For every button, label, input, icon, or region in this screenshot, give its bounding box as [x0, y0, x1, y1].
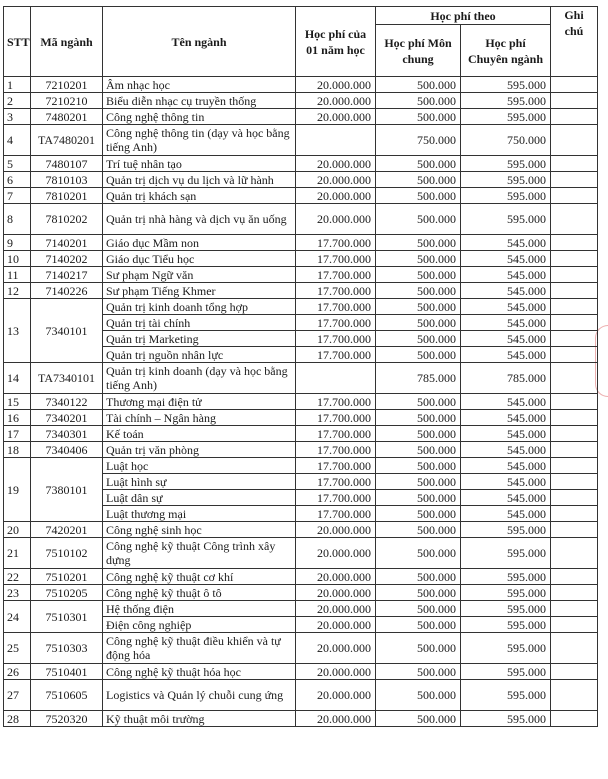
- cell-ghi-chu: [551, 347, 598, 363]
- cell-chuyen-nganh: 595.000: [461, 204, 551, 235]
- cell-stt: 10: [4, 251, 31, 267]
- cell-chuyen-nganh: 545.000: [461, 442, 551, 458]
- cell-ma-nganh: 7510605: [31, 680, 103, 711]
- cell-chuyen-nganh: 595.000: [461, 538, 551, 569]
- table-row: [4, 442, 598, 458]
- cell-ma-nganh: TA7340101: [31, 363, 103, 394]
- cell-mon-chung: 500.000: [376, 331, 461, 347]
- table-row: [4, 299, 598, 315]
- cell-ma-nganh: 7140217: [31, 267, 103, 283]
- cell-ten-nganh: Quản trị kinh doanh (dạy và học bằng tiếng Anh): [103, 363, 296, 394]
- cell-chuyen-nganh: 545.000: [461, 315, 551, 331]
- cell-ten-nganh: Công nghệ kỹ thuật hóa học: [103, 664, 296, 680]
- cell-hoc-phi-nam: 17.700.000: [296, 394, 376, 410]
- cell-mon-chung: 500.000: [376, 538, 461, 569]
- cell-ten-nganh: Công nghệ thông tin: [103, 109, 296, 125]
- cell-chuyen-nganh: 595.000: [461, 172, 551, 188]
- cell-hoc-phi-nam: 20.000.000: [296, 664, 376, 680]
- cell-hoc-phi-nam: 17.700.000: [296, 347, 376, 363]
- cell-mon-chung: 500.000: [376, 172, 461, 188]
- table-row: [4, 394, 598, 410]
- cell-ghi-chu: [551, 426, 598, 442]
- cell-ma-nganh: 7510102: [31, 538, 103, 569]
- cell-chuyen-nganh: 595.000: [461, 156, 551, 172]
- cell-ghi-chu: [551, 522, 598, 538]
- cell-ma-nganh: 7340122: [31, 394, 103, 410]
- cell-hoc-phi-nam: 17.700.000: [296, 283, 376, 299]
- cell-ghi-chu: [551, 109, 598, 125]
- cell-chuyen-nganh: 595.000: [461, 680, 551, 711]
- cell-ma-nganh: 7810201: [31, 188, 103, 204]
- cell-mon-chung: 500.000: [376, 204, 461, 235]
- cell-ten-nganh: Tài chính – Ngân hàng: [103, 410, 296, 426]
- cell-ghi-chu: [551, 664, 598, 680]
- cell-ten-nganh: Luật hình sự: [103, 474, 296, 490]
- cell-mon-chung: 500.000: [376, 490, 461, 506]
- cell-ten-nganh: Điện công nghiệp: [103, 617, 296, 633]
- cell-mon-chung: 500.000: [376, 188, 461, 204]
- cell-stt: 13: [4, 299, 31, 363]
- table-row: [4, 633, 598, 664]
- cell-stt: 24: [4, 601, 31, 633]
- cell-ghi-chu: [551, 93, 598, 109]
- col-ten-nganh: Tên ngành: [103, 7, 296, 77]
- cell-mon-chung: 500.000: [376, 315, 461, 331]
- tuition-table: [3, 6, 598, 727]
- cell-mon-chung: 500.000: [376, 680, 461, 711]
- cell-hoc-phi-nam: 20.000.000: [296, 538, 376, 569]
- table-row: [4, 156, 598, 172]
- cell-chuyen-nganh: 750.000: [461, 125, 551, 156]
- cell-ghi-chu: [551, 125, 598, 156]
- cell-chuyen-nganh: 545.000: [461, 283, 551, 299]
- cell-ghi-chu: [551, 315, 598, 331]
- cell-stt: 9: [4, 235, 31, 251]
- cell-mon-chung: 500.000: [376, 93, 461, 109]
- cell-mon-chung: 500.000: [376, 506, 461, 522]
- cell-chuyen-nganh: 595.000: [461, 633, 551, 664]
- cell-ten-nganh: Công nghệ thông tin (dạy và học bằng tiếng Anh): [103, 125, 296, 156]
- table-row: [4, 125, 598, 156]
- cell-stt: 11: [4, 267, 31, 283]
- cell-mon-chung: 500.000: [376, 458, 461, 474]
- cell-stt: 28: [4, 711, 31, 727]
- cell-mon-chung: 500.000: [376, 474, 461, 490]
- cell-hoc-phi-nam: 20.000.000: [296, 522, 376, 538]
- cell-hoc-phi-nam: 20.000.000: [296, 569, 376, 585]
- cell-stt: 17: [4, 426, 31, 442]
- cell-stt: 15: [4, 394, 31, 410]
- cell-ten-nganh: Quản trị kinh doanh tổng hợp: [103, 299, 296, 315]
- cell-chuyen-nganh: 545.000: [461, 394, 551, 410]
- col-hoc-phi-nam: Học phí của 01 năm học: [296, 7, 376, 77]
- cell-chuyen-nganh: 545.000: [461, 267, 551, 283]
- cell-ma-nganh: 7480107: [31, 156, 103, 172]
- cell-ma-nganh: 7340406: [31, 442, 103, 458]
- cell-ghi-chu: [551, 490, 598, 506]
- cell-hoc-phi-nam: 20.000.000: [296, 93, 376, 109]
- cell-mon-chung: 500.000: [376, 109, 461, 125]
- col-ghi-chu: Ghi chú: [551, 7, 598, 77]
- cell-ghi-chu: [551, 331, 598, 347]
- cell-chuyen-nganh: 545.000: [461, 251, 551, 267]
- table-row: [4, 569, 598, 585]
- cell-chuyen-nganh: 545.000: [461, 347, 551, 363]
- cell-chuyen-nganh: 595.000: [461, 188, 551, 204]
- cell-stt: 25: [4, 633, 31, 664]
- cell-ten-nganh: Quản trị văn phòng: [103, 442, 296, 458]
- cell-stt: 26: [4, 664, 31, 680]
- cell-ten-nganh: Trí tuệ nhân tạo: [103, 156, 296, 172]
- cell-ma-nganh: 7340101: [31, 299, 103, 363]
- cell-ten-nganh: Công nghệ kỹ thuật điều khiển và tự động hóa: [103, 633, 296, 664]
- cell-mon-chung: 500.000: [376, 426, 461, 442]
- cell-hoc-phi-nam: 17.700.000: [296, 458, 376, 474]
- cell-mon-chung: 500.000: [376, 156, 461, 172]
- cell-mon-chung: 500.000: [376, 394, 461, 410]
- cell-ma-nganh: 7810202: [31, 204, 103, 235]
- table-row: [4, 283, 598, 299]
- cell-ma-nganh: 7140226: [31, 283, 103, 299]
- cell-ma-nganh: 7510301: [31, 601, 103, 633]
- cell-stt: 20: [4, 522, 31, 538]
- col-ma-nganh: Mã ngành: [31, 7, 103, 77]
- table-row: [4, 77, 598, 93]
- cell-mon-chung: 500.000: [376, 442, 461, 458]
- cell-hoc-phi-nam: 20.000.000: [296, 601, 376, 617]
- cell-ma-nganh: 7510201: [31, 569, 103, 585]
- cell-ghi-chu: [551, 506, 598, 522]
- cell-stt: 1: [4, 77, 31, 93]
- cell-ten-nganh: Kế toán: [103, 426, 296, 442]
- col-hoc-phi-theo: Học phí theo: [376, 7, 551, 25]
- cell-mon-chung: 500.000: [376, 235, 461, 251]
- cell-chuyen-nganh: 595.000: [461, 93, 551, 109]
- cell-chuyen-nganh: 545.000: [461, 426, 551, 442]
- cell-ma-nganh: 7140201: [31, 235, 103, 251]
- cell-hoc-phi-nam: 20.000.000: [296, 585, 376, 601]
- cell-chuyen-nganh: 595.000: [461, 711, 551, 727]
- table-row: [4, 664, 598, 680]
- cell-chuyen-nganh: 545.000: [461, 410, 551, 426]
- cell-ghi-chu: [551, 474, 598, 490]
- table-row: [4, 363, 598, 394]
- cell-hoc-phi-nam: 17.700.000: [296, 331, 376, 347]
- cell-ghi-chu: [551, 442, 598, 458]
- cell-hoc-phi-nam: 17.700.000: [296, 267, 376, 283]
- cell-ma-nganh: 7510205: [31, 585, 103, 601]
- cell-ten-nganh: Quản trị dịch vụ du lịch và lữ hành: [103, 172, 296, 188]
- table-body: [4, 77, 598, 727]
- cell-ghi-chu: [551, 172, 598, 188]
- cell-ma-nganh: 7510401: [31, 664, 103, 680]
- cell-ten-nganh: Âm nhạc học: [103, 77, 296, 93]
- cell-chuyen-nganh: 785.000: [461, 363, 551, 394]
- cell-ten-nganh: Quản trị khách sạn: [103, 188, 296, 204]
- cell-chuyen-nganh: 595.000: [461, 585, 551, 601]
- cell-chuyen-nganh: 595.000: [461, 617, 551, 633]
- cell-stt: 2: [4, 93, 31, 109]
- cell-ghi-chu: [551, 251, 598, 267]
- cell-stt: 3: [4, 109, 31, 125]
- cell-ghi-chu: [551, 188, 598, 204]
- cell-hoc-phi-nam: 20.000.000: [296, 77, 376, 93]
- cell-mon-chung: 500.000: [376, 633, 461, 664]
- cell-chuyen-nganh: 545.000: [461, 458, 551, 474]
- cell-hoc-phi-nam: 17.700.000: [296, 251, 376, 267]
- cell-ma-nganh: 7380101: [31, 458, 103, 522]
- cell-mon-chung: 500.000: [376, 77, 461, 93]
- cell-hoc-phi-nam: 17.700.000: [296, 426, 376, 442]
- cell-stt: 19: [4, 458, 31, 522]
- cell-stt: 22: [4, 569, 31, 585]
- cell-stt: 14: [4, 363, 31, 394]
- cell-ghi-chu: [551, 601, 598, 617]
- cell-mon-chung: 500.000: [376, 347, 461, 363]
- table-row: [4, 585, 598, 601]
- header-row-1: [4, 7, 598, 25]
- cell-hoc-phi-nam: 17.700.000: [296, 410, 376, 426]
- cell-hoc-phi-nam: [296, 125, 376, 156]
- cell-chuyen-nganh: 595.000: [461, 77, 551, 93]
- cell-ten-nganh: Công nghệ kỹ thuật Công trình xây dựng: [103, 538, 296, 569]
- table-row: [4, 601, 598, 617]
- cell-ghi-chu: [551, 394, 598, 410]
- cell-ten-nganh: Quản trị nhà hàng và dịch vụ ăn uống: [103, 204, 296, 235]
- cell-ghi-chu: [551, 585, 598, 601]
- cell-chuyen-nganh: 595.000: [461, 522, 551, 538]
- cell-hoc-phi-nam: 17.700.000: [296, 442, 376, 458]
- cell-ghi-chu: [551, 267, 598, 283]
- cell-ma-nganh: 7420201: [31, 522, 103, 538]
- cell-ghi-chu: [551, 569, 598, 585]
- cell-ten-nganh: Biểu diễn nhạc cụ truyền thống: [103, 93, 296, 109]
- cell-ghi-chu: [551, 617, 598, 633]
- col-chuyen-nganh: Học phí Chuyên ngành: [461, 25, 551, 77]
- cell-ten-nganh: Sư phạm Ngữ văn: [103, 267, 296, 283]
- cell-hoc-phi-nam: 20.000.000: [296, 680, 376, 711]
- cell-ma-nganh: 7340201: [31, 410, 103, 426]
- col-stt: STT: [4, 7, 31, 77]
- cell-mon-chung: 500.000: [376, 617, 461, 633]
- cell-chuyen-nganh: 595.000: [461, 664, 551, 680]
- cell-ten-nganh: Luật dân sự: [103, 490, 296, 506]
- cell-hoc-phi-nam: 20.000.000: [296, 156, 376, 172]
- cell-chuyen-nganh: 545.000: [461, 506, 551, 522]
- cell-hoc-phi-nam: 20.000.000: [296, 633, 376, 664]
- cell-ghi-chu: [551, 204, 598, 235]
- cell-chuyen-nganh: 595.000: [461, 109, 551, 125]
- table-row: [4, 458, 598, 474]
- cell-mon-chung: 500.000: [376, 410, 461, 426]
- cell-stt: 16: [4, 410, 31, 426]
- cell-mon-chung: 500.000: [376, 569, 461, 585]
- cell-ten-nganh: Giáo dục Tiểu học: [103, 251, 296, 267]
- cell-mon-chung: 500.000: [376, 585, 461, 601]
- cell-hoc-phi-nam: 20.000.000: [296, 617, 376, 633]
- cell-hoc-phi-nam: 20.000.000: [296, 109, 376, 125]
- cell-mon-chung: 785.000: [376, 363, 461, 394]
- cell-ghi-chu: [551, 680, 598, 711]
- table-row: [4, 235, 598, 251]
- cell-ghi-chu: [551, 410, 598, 426]
- cell-ten-nganh: Hệ thống điện: [103, 601, 296, 617]
- table-row: [4, 251, 598, 267]
- cell-ten-nganh: Công nghệ kỹ thuật cơ khí: [103, 569, 296, 585]
- cell-ma-nganh: TA7480201: [31, 125, 103, 156]
- cell-mon-chung: 500.000: [376, 664, 461, 680]
- cell-chuyen-nganh: 545.000: [461, 490, 551, 506]
- table-row: [4, 109, 598, 125]
- cell-ma-nganh: 7520320: [31, 711, 103, 727]
- cell-ten-nganh: Giáo dục Mầm non: [103, 235, 296, 251]
- cell-stt: 18: [4, 442, 31, 458]
- cell-ghi-chu: [551, 156, 598, 172]
- cell-ten-nganh: Quản trị nguồn nhân lực: [103, 347, 296, 363]
- cell-chuyen-nganh: 545.000: [461, 235, 551, 251]
- cell-stt: 7: [4, 188, 31, 204]
- cell-ghi-chu: [551, 299, 598, 315]
- cell-ghi-chu: [551, 633, 598, 664]
- cell-mon-chung: 500.000: [376, 601, 461, 617]
- table-row: [4, 410, 598, 426]
- cell-chuyen-nganh: 595.000: [461, 601, 551, 617]
- table-row: [4, 711, 598, 727]
- cell-hoc-phi-nam: 20.000.000: [296, 204, 376, 235]
- cell-stt: 6: [4, 172, 31, 188]
- cell-stt: 23: [4, 585, 31, 601]
- cell-ma-nganh: 7340301: [31, 426, 103, 442]
- cell-mon-chung: 500.000: [376, 522, 461, 538]
- cell-hoc-phi-nam: 17.700.000: [296, 490, 376, 506]
- cell-ten-nganh: Thương mại điện tử: [103, 394, 296, 410]
- cell-stt: 12: [4, 283, 31, 299]
- cell-mon-chung: 500.000: [376, 711, 461, 727]
- cell-ma-nganh: 7140202: [31, 251, 103, 267]
- table-row: [4, 172, 598, 188]
- cell-ten-nganh: Công nghệ kỹ thuật ô tô: [103, 585, 296, 601]
- cell-hoc-phi-nam: 20.000.000: [296, 711, 376, 727]
- cell-hoc-phi-nam: 17.700.000: [296, 235, 376, 251]
- cell-ghi-chu: [551, 283, 598, 299]
- cell-ghi-chu: [551, 235, 598, 251]
- table-row: [4, 680, 598, 711]
- cell-hoc-phi-nam: 17.700.000: [296, 506, 376, 522]
- cell-ten-nganh: Quản trị Marketing: [103, 331, 296, 347]
- cell-ghi-chu: [551, 458, 598, 474]
- table-row: [4, 204, 598, 235]
- cell-ten-nganh: Kỹ thuật môi trường: [103, 711, 296, 727]
- cell-ten-nganh: Luật thương mại: [103, 506, 296, 522]
- cell-ghi-chu: [551, 363, 598, 394]
- table-row: [4, 538, 598, 569]
- cell-ma-nganh: 7210210: [31, 93, 103, 109]
- cell-hoc-phi-nam: 20.000.000: [296, 172, 376, 188]
- cell-ghi-chu: [551, 77, 598, 93]
- cell-mon-chung: 500.000: [376, 299, 461, 315]
- cell-hoc-phi-nam: 17.700.000: [296, 299, 376, 315]
- cell-hoc-phi-nam: 17.700.000: [296, 315, 376, 331]
- cell-stt: 8: [4, 204, 31, 235]
- cell-stt: 27: [4, 680, 31, 711]
- table-row: [4, 188, 598, 204]
- cell-ten-nganh: Công nghệ sinh học: [103, 522, 296, 538]
- cell-mon-chung: 750.000: [376, 125, 461, 156]
- cell-ghi-chu: [551, 711, 598, 727]
- cell-ten-nganh: Luật học: [103, 458, 296, 474]
- cell-chuyen-nganh: 545.000: [461, 331, 551, 347]
- cell-hoc-phi-nam: 20.000.000: [296, 188, 376, 204]
- cell-stt: 5: [4, 156, 31, 172]
- cell-ten-nganh: Sư phạm Tiếng Khmer: [103, 283, 296, 299]
- cell-mon-chung: 500.000: [376, 267, 461, 283]
- cell-chuyen-nganh: 545.000: [461, 474, 551, 490]
- cell-chuyen-nganh: 545.000: [461, 299, 551, 315]
- cell-hoc-phi-nam: 17.700.000: [296, 474, 376, 490]
- cell-hoc-phi-nam: [296, 363, 376, 394]
- table-row: [4, 93, 598, 109]
- cell-ma-nganh: 7480201: [31, 109, 103, 125]
- cell-ten-nganh: Quản trị tài chính: [103, 315, 296, 331]
- cell-mon-chung: 500.000: [376, 283, 461, 299]
- cell-ten-nganh: Logistics và Quản lý chuỗi cung ứng: [103, 680, 296, 711]
- table-row: [4, 267, 598, 283]
- cell-stt: 4: [4, 125, 31, 156]
- cell-stt: 21: [4, 538, 31, 569]
- cell-ghi-chu: [551, 538, 598, 569]
- cell-mon-chung: 500.000: [376, 251, 461, 267]
- table-row: [4, 426, 598, 442]
- table-row: [4, 522, 598, 538]
- cell-ma-nganh: 7810103: [31, 172, 103, 188]
- col-mon-chung: Học phí Môn chung: [376, 25, 461, 77]
- cell-chuyen-nganh: 595.000: [461, 569, 551, 585]
- cell-ma-nganh: 7510303: [31, 633, 103, 664]
- cell-ma-nganh: 7210201: [31, 77, 103, 93]
